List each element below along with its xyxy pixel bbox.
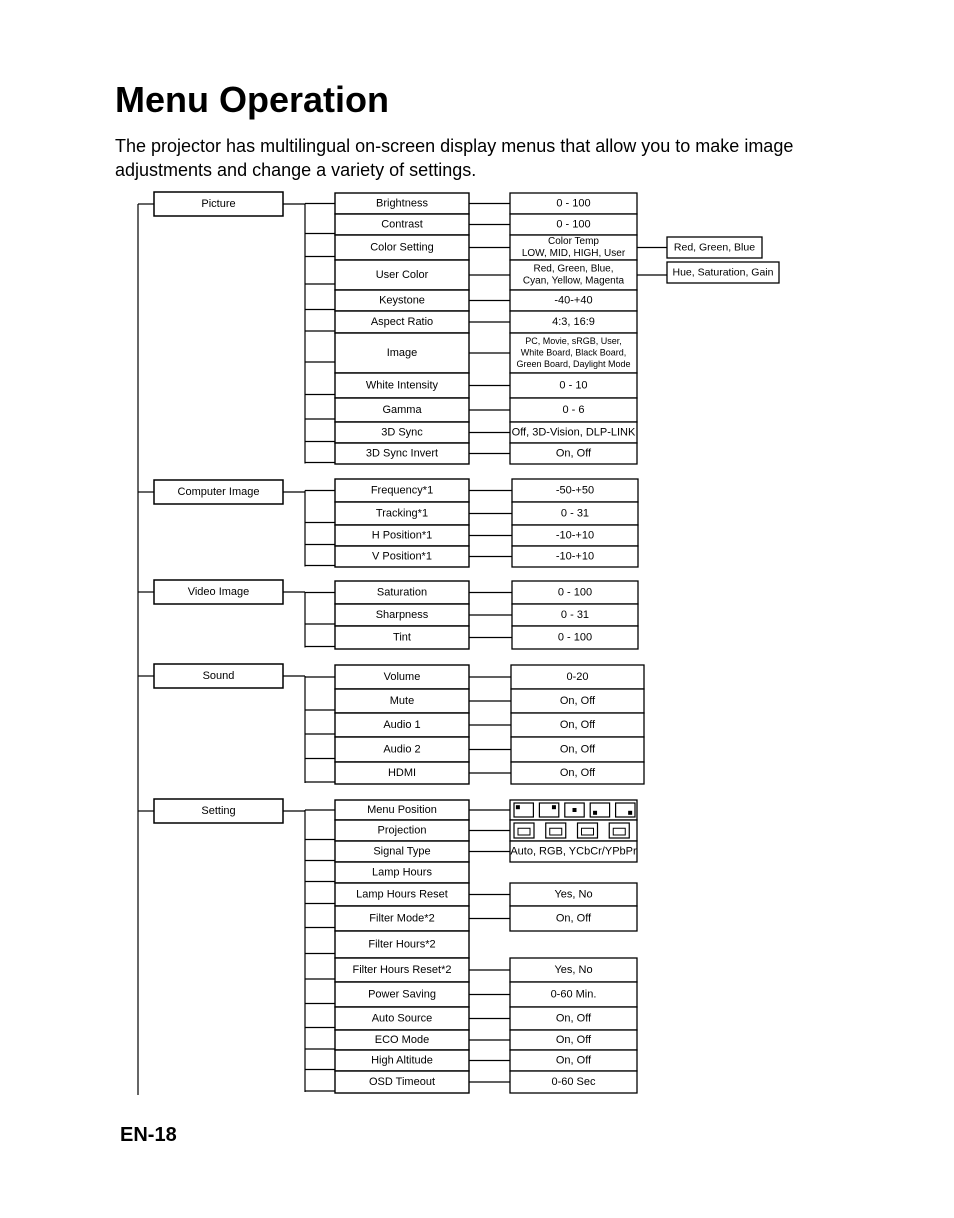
menu-item-label-keystone: Keystone <box>379 294 425 307</box>
category-label-setting: Setting <box>201 804 236 817</box>
value-text-brightness: 0 - 100 <box>556 197 591 210</box>
position-top-left-icon <box>514 803 533 817</box>
menu-item-label-tracking: Tracking*1 <box>375 507 429 520</box>
page-number: EN-18 <box>120 1124 177 1146</box>
value-text-v-position: -10-+10 <box>555 550 595 563</box>
menu-item-label-mute: Mute <box>389 694 415 707</box>
menu-item-label-hdmi: HDMI <box>387 766 417 779</box>
category-label-picture: Picture <box>201 197 236 210</box>
menu-item-label-eco-mode: ECO Mode <box>374 1033 430 1046</box>
value-text-auto-source: On, Off <box>555 1012 592 1025</box>
value-text-lamp-hours-reset: Yes, No <box>554 888 593 901</box>
menu-item-label-aspect-ratio: Aspect Ratio <box>370 315 434 328</box>
menu-item-label-frequency: Frequency*1 <box>370 484 434 497</box>
menu-item-label-audio-2: Audio 2 <box>383 743 421 756</box>
position-bottom-right-marker <box>628 811 632 815</box>
projection-front-desk-icon <box>514 823 534 838</box>
projection-rear-desk-icon <box>546 823 566 838</box>
value-text-3d-sync: Off, 3D-Vision, DLP-LINK <box>511 426 636 439</box>
menu-item-label-signal-type: Signal Type <box>373 845 431 858</box>
value-text-aspect-ratio: 4:3, 16:9 <box>552 315 595 328</box>
menu-item-label-color-setting: Color Setting <box>370 241 434 254</box>
value-text-user-color: Red, Green, Blue, <box>533 263 614 275</box>
menu-item-label-saturation: Saturation <box>376 586 428 599</box>
value-text-saturation: 0 - 100 <box>557 586 593 599</box>
value-text-filter-hours-reset: Yes, No <box>554 963 593 976</box>
value-text-audio-2: On, Off <box>559 743 596 756</box>
value-text-frequency: -50-+50 <box>555 484 595 497</box>
value-text-mute: On, Off <box>559 694 596 707</box>
extra-text-user-color: Hue, Saturation, Gain <box>672 266 774 279</box>
value-text-gamma: 0 - 6 <box>562 403 585 416</box>
menu-item-label-osd-timeout: OSD Timeout <box>368 1075 436 1088</box>
extra-text-color-setting: Red, Green, Blue <box>673 241 756 254</box>
value-text-white-intensity: 0 - 10 <box>559 379 588 392</box>
category-label-computer-image: Computer Image <box>177 485 260 498</box>
position-top-right-icon <box>539 803 558 817</box>
value-text-sharpness: 0 - 31 <box>560 608 590 621</box>
position-bottom-left-icon <box>590 803 609 817</box>
value-text-image: White Board, Black Board, <box>520 347 627 358</box>
value-text-signal-type: Auto, RGB, YCbCr/YPbPr <box>510 845 637 858</box>
value-text-hdmi: On, Off <box>559 766 596 779</box>
menu-item-label-gamma: Gamma <box>382 403 422 416</box>
menu-item-label-volume: Volume <box>383 670 421 683</box>
position-center-marker <box>573 808 577 812</box>
category-label-sound: Sound <box>202 669 235 682</box>
menu-item-label-filter-hours: Filter Hours*2 <box>368 938 436 951</box>
menu-item-label-power-saving: Power Saving <box>368 988 436 1001</box>
value-text-h-position: -10-+10 <box>555 529 595 542</box>
menu-item-label-auto-source: Auto Source <box>371 1012 433 1025</box>
menu-item-label-white-intensity: White Intensity <box>365 379 439 392</box>
menu-item-label-sharpness: Sharpness <box>375 608 429 621</box>
menu-item-label-filter-mode: Filter Mode*2 <box>369 912 435 925</box>
menu-item-label-filter-hours-reset: Filter Hours Reset*2 <box>352 963 452 976</box>
position-top-left-marker <box>516 805 520 809</box>
position-bottom-right-icon <box>616 803 635 817</box>
value-text-color-setting: Color Temp <box>548 236 599 248</box>
menu-item-label-lamp-hours: Lamp Hours <box>372 866 432 879</box>
value-text-power-saving: 0-60 Min. <box>550 988 597 1001</box>
menu-item-label-projection: Projection <box>377 824 427 837</box>
value-text-tint: 0 - 100 <box>557 631 593 644</box>
position-top-right-marker <box>552 805 556 809</box>
menu-item-label-image: Image <box>386 346 418 359</box>
value-text-volume: 0-20 <box>566 670 589 683</box>
value-text-high-altitude: On, Off <box>555 1054 592 1067</box>
value-text-keystone: -40-+40 <box>554 294 593 307</box>
position-bottom-left-marker <box>593 811 597 815</box>
menu-item-label-h-position: H Position*1 <box>371 529 433 542</box>
projection-rear-ceiling-icon <box>609 823 629 838</box>
menu-item-label-3d-sync: 3D Sync <box>381 426 423 439</box>
value-text-filter-mode: On, Off <box>555 912 592 925</box>
value-text-osd-timeout: 0-60 Sec <box>551 1075 596 1088</box>
projection-front-ceiling-icon <box>578 823 598 838</box>
menu-item-label-3d-sync-invert: 3D Sync Invert <box>365 447 439 460</box>
value-text-color-setting: LOW, MID, HIGH, User <box>521 248 626 260</box>
menu-item-label-lamp-hours-reset: Lamp Hours Reset <box>356 888 448 901</box>
value-text-user-color: Cyan, Yellow, Magenta <box>522 275 625 287</box>
menu-item-label-v-position: V Position*1 <box>372 550 432 563</box>
value-text-eco-mode: On, Off <box>555 1033 592 1046</box>
value-text-image: Green Board, Daylight Mode <box>516 358 631 369</box>
menu-item-label-user-color: User Color <box>375 268 429 281</box>
value-text-contrast: 0 - 100 <box>556 218 591 231</box>
value-text-image: PC, Movie, sRGB, User, <box>525 335 622 346</box>
value-text-audio-1: On, Off <box>559 718 596 731</box>
menu-item-label-menu-position: Menu Position <box>367 803 437 816</box>
menu-item-label-brightness: Brightness <box>376 197 428 210</box>
menu-item-label-contrast: Contrast <box>381 218 423 231</box>
menu-item-label-tint: Tint <box>393 631 411 644</box>
value-text-3d-sync-invert: On, Off <box>555 447 592 460</box>
menu-item-label-audio-1: Audio 1 <box>383 718 421 731</box>
intro-paragraph: The projector has multilingual on-screen display menus that allow you to make image adjustments and change a variety of settings. <box>115 136 794 180</box>
value-text-tracking: 0 - 31 <box>560 507 590 520</box>
menu-item-label-high-altitude: High Altitude <box>371 1054 433 1067</box>
category-label-video-image: Video Image <box>187 585 250 598</box>
page-title: Menu Operation <box>115 79 390 120</box>
